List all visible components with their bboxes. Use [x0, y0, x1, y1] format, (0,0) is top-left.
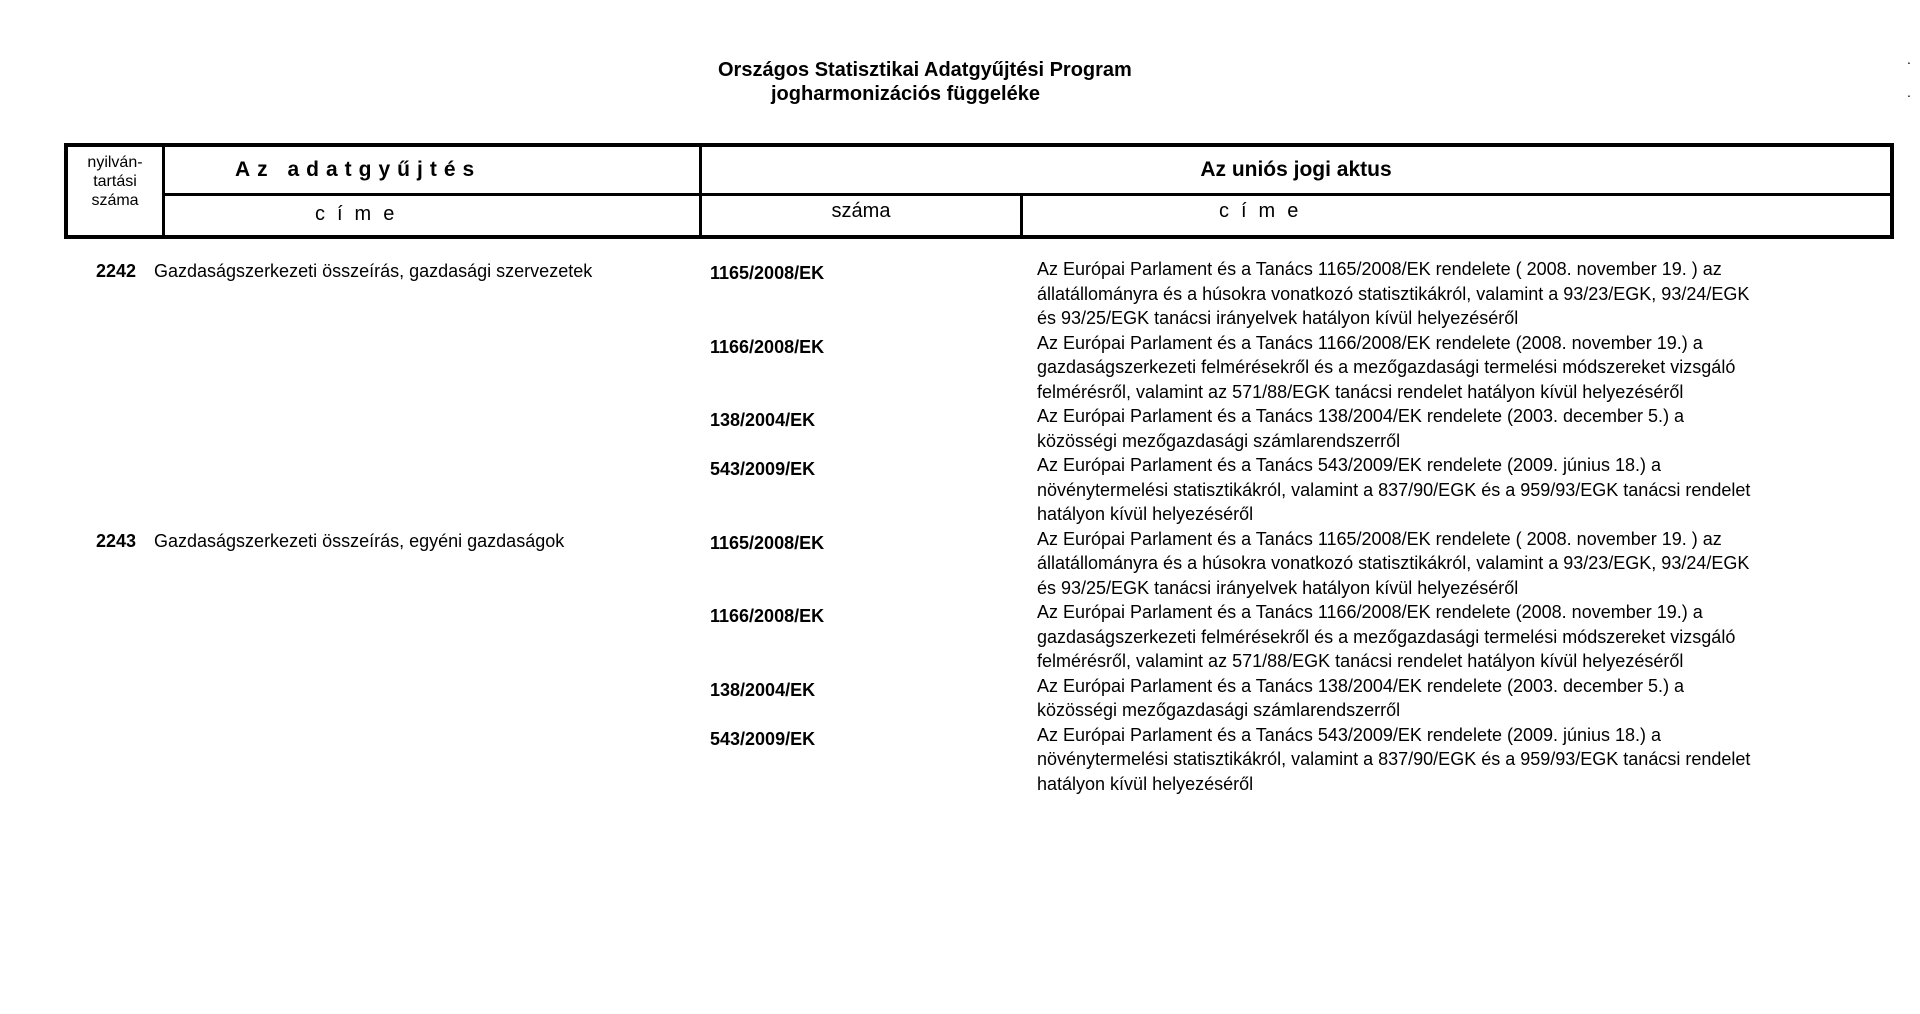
table-header [64, 143, 1894, 239]
act-title-line: felmérésről, valamint az 571/88/EGK tanácsi rendelet hatályon kívül helyezéséről [1037, 651, 1684, 671]
act-title-line: Az Európai Parlament és a Tanács 1166/2008/EK rendelete (2008. november 19.) a [1037, 602, 1703, 622]
header-divider [1020, 193, 1023, 235]
document-title [700, 58, 1220, 106]
act-title-line: hatályon kívül helyezéséről [1037, 773, 1254, 794]
corner-mark: . [1907, 51, 1911, 67]
act-title-line: Az Európai Parlament és a Tanács 1165/2008/EK rendelete ( 2008. november 19. ) az [1037, 528, 1722, 549]
act-number: 543/2009/EK [710, 728, 816, 749]
header-data-collection-title: címe [315, 203, 407, 225]
act-number: 1165/2008/EK [710, 263, 825, 283]
entry-title: Gazdaságszerkezeti összeírás, gazdasági szervezetek [154, 261, 593, 281]
act-number: 138/2004/EK [710, 410, 816, 430]
act-title-line: közösségi mezőgazdasági számlarendszerről [1037, 700, 1401, 720]
act-title-line: Az Európai Parlament és a Tanács 1166/2008/EK rendelete (2008. november 19.) a [1037, 332, 1703, 353]
entry-number: 2242 [95, 261, 136, 281]
act-number: 1165/2008/EK [710, 532, 825, 553]
corner-mark: . [1907, 84, 1911, 100]
act-title-line: és 93/25/EGK tanácsi irányelvek hatályon kívül helyezéséről [1037, 308, 1519, 328]
title-line-2: jogharmonizációs függeléke [771, 83, 1040, 105]
act-number: 138/2004/EK [710, 679, 816, 700]
act-number: 1166/2008/EK [710, 606, 825, 626]
act-title-line: állatállományra és a húsokra vonatkozó statisztikákról, valamint a 93/23/EGK, 93/24/EGK [1037, 553, 1750, 573]
header-eu-act-title: címe [1219, 200, 1311, 222]
header-eu-act-number: száma [831, 200, 891, 222]
header-divider [162, 147, 165, 235]
act-title-line: Az Európai Parlament és a Tanács 1165/2008/EK rendelete ( 2008. november 19. ) az [1037, 259, 1722, 279]
act-title-line: közösségi mezőgazdasági számlarendszerről [1037, 430, 1401, 451]
act-number: 1166/2008/EK [710, 336, 825, 357]
act-number: 543/2009/EK [710, 459, 816, 479]
act-title-line: Az Európai Parlament és a Tanács 138/2004/EK rendelete (2003. december 5.) a [1037, 406, 1685, 426]
act-title-line: Az Európai Parlament és a Tanács 543/2009/EK rendelete (2009. június 18.) a [1037, 455, 1662, 475]
act-title-line: és 93/25/EGK tanácsi irányelvek hatályon kívül helyezéséről [1037, 577, 1519, 598]
act-title-line: Az Európai Parlament és a Tanács 543/2009/EK rendelete (2009. június 18.) a [1037, 724, 1662, 745]
header-eu-act: Az uniós jogi aktus [1200, 158, 1392, 181]
act-title-line: gazdaságszerkezeti felmérésekről és a mezőgazdasági termelési módszereket vizsgáló [1037, 357, 1736, 377]
act-title-line: növénytermelési statisztikákról, valamint a 837/90/EGK és a 959/93/EGK tanácsi rendelet [1037, 749, 1751, 769]
act-title-line: hatályon kívül helyezéséről [1037, 504, 1254, 524]
act-title-line: állatállományra és a húsokra vonatkozó statisztikákról, valamint a 93/23/EGK, 93/24/EGK [1037, 283, 1750, 304]
act-title-line: gazdaságszerkezeti felmérésekről és a mezőgazdasági termelési módszereket vizsgáló [1037, 626, 1736, 647]
title-line-1: Országos Statisztikai Adatgyűjtési Program [718, 59, 1132, 81]
act-title-line: növénytermelési statisztikákról, valamint a 837/90/EGK és a 959/93/EGK tanácsi rendelet [1037, 479, 1751, 500]
header-divider [162, 193, 1890, 196]
entry-number: 2243 [95, 530, 136, 551]
header-registration-number: nyilván- tartási száma [87, 154, 143, 209]
header-divider [699, 147, 702, 235]
act-title-line: felmérésről, valamint az 571/88/EGK tanácsi rendelet hatályon kívül helyezéséről [1037, 381, 1684, 402]
act-title-line: Az Európai Parlament és a Tanács 138/2004/EK rendelete (2003. december 5.) a [1037, 675, 1685, 696]
header-data-collection: Az adatgyűjtés [235, 158, 482, 181]
entry-title: Gazdaságszerkezeti összeírás, egyéni gazdaságok [154, 530, 565, 551]
